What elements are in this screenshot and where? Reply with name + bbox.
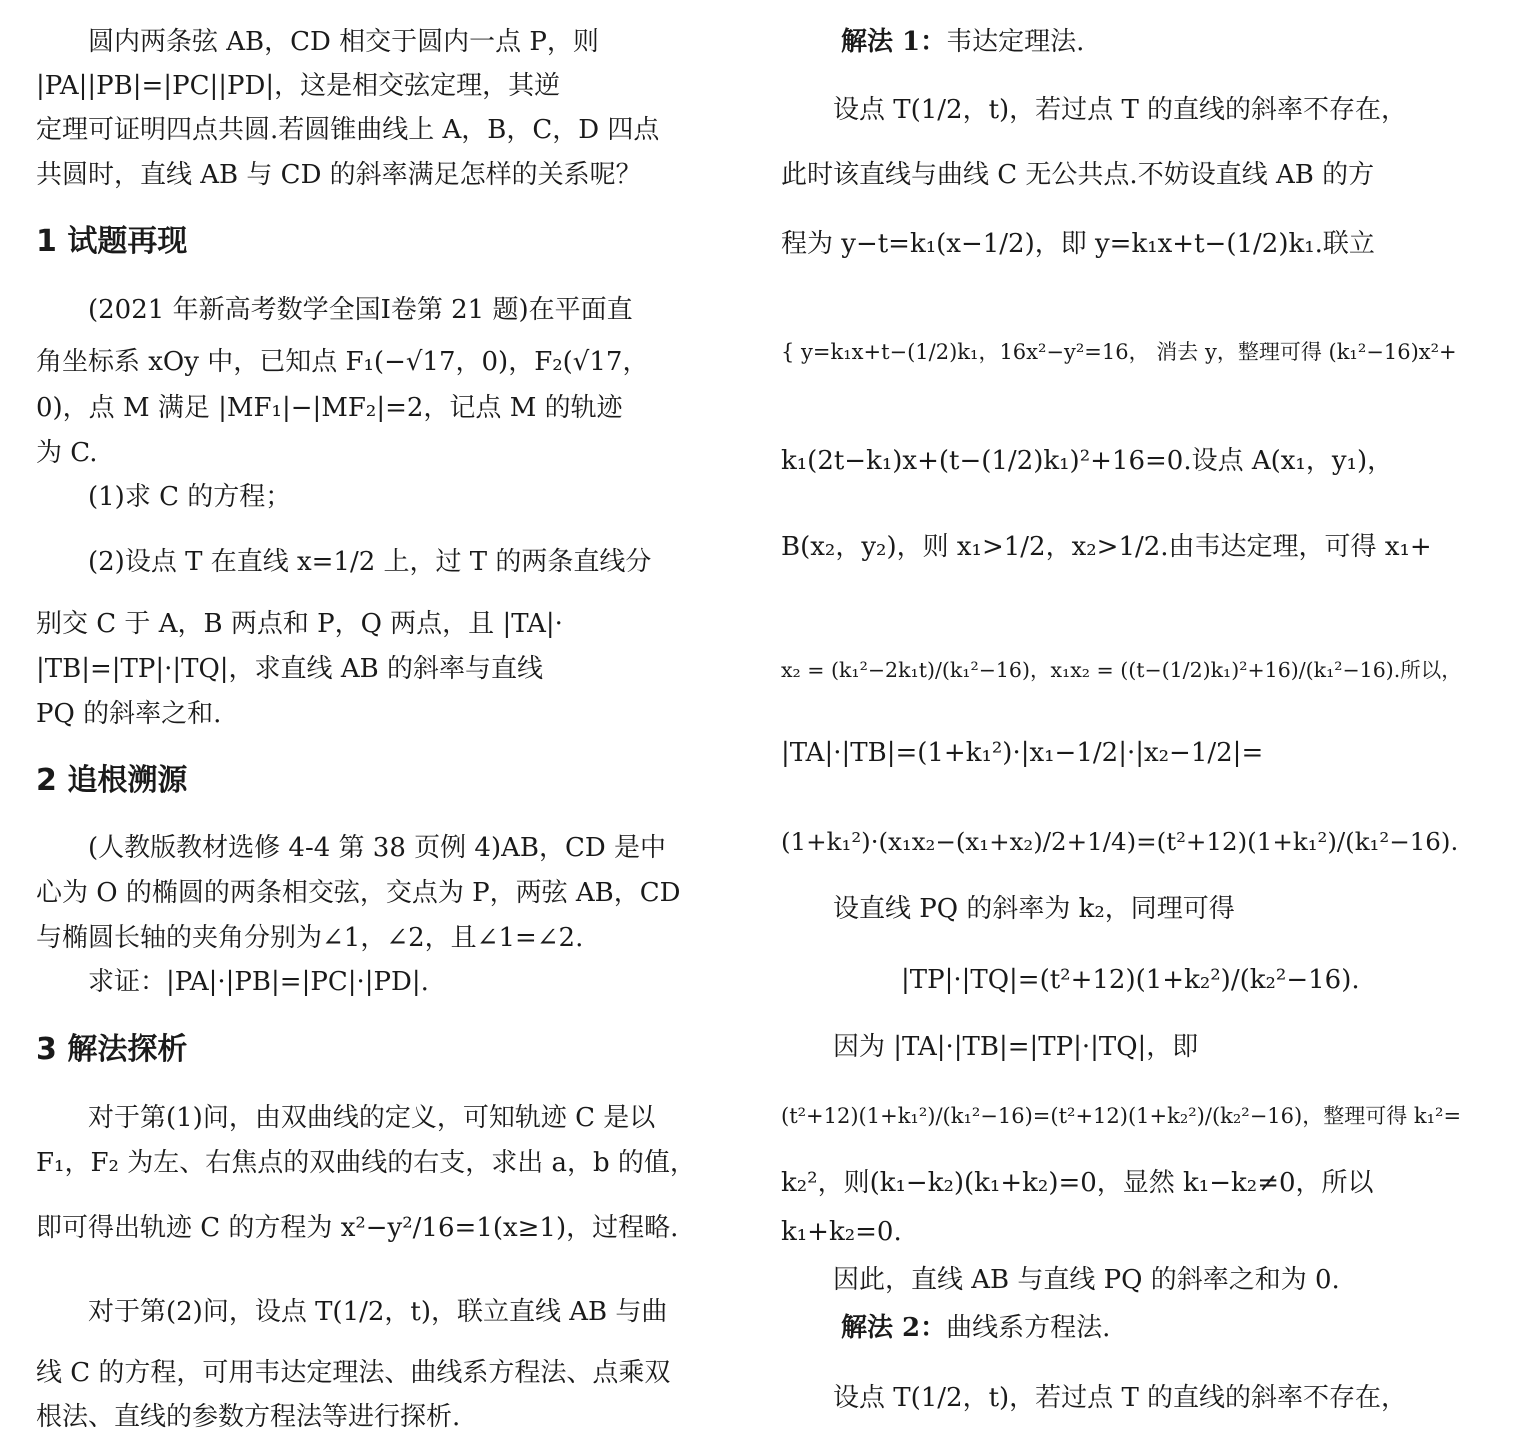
method-2-line-1: 设点 T(1/2，t)，若过点 T 的直线的斜率不存在，	[781, 1383, 1408, 1413]
section-2-heading: 2 追根溯源	[36, 763, 188, 798]
method-2-label: 解法 2：	[841, 1313, 947, 1343]
section-1-heading: 1 试题再现	[36, 224, 188, 259]
problem-line-3: 0)，点 M 满足 |MF₁|−|MF₂|=2，记点 M 的轨迹	[36, 393, 623, 423]
method-1-name: 韦达定理法.	[946, 27, 1085, 57]
source-line-2: 心为 O 的椭圆的两条相交弦，交点为 P，两弦 AB，CD	[36, 878, 681, 908]
method-1-line-16: 因此，直线 AB 与直线 PQ 的斜率之和为 0.	[781, 1265, 1340, 1295]
method-1-title	[841, 22, 1084, 62]
analysis-line-5: 线 C 的方程，可用韦达定理法、曲线系方程法、点乘双	[36, 1358, 671, 1388]
method-1-line-13: (t²+12)(1+k₁²)/(k₁²−16)=(t²+12)(1+k₂²)/(k₂²−16)，整理可得 k₁²=	[781, 1104, 1462, 1128]
problem-line-8: |TB|=|TP|·|TQ|，求直线 AB 的斜率与直线	[36, 654, 543, 684]
intro-line-1: 圆内两条弦 AB，CD 相交于圆内一点 P，则	[36, 27, 599, 57]
intro-line-2: |PA||PB|=|PC||PD|，这是相交弦定理，其逆	[36, 71, 561, 101]
method-1-line-7: x₂ = (k₁²−2k₁t)/(k₁²−16)，x₁x₂ = ((t−(1/2)k₁)²+16)/(k₁²−16).所以，	[781, 658, 1462, 682]
section-3-heading: 3 解法探析	[36, 1032, 188, 1067]
method-1-line-12: 因为 |TA|·|TB|=|TP|·|TQ|，即	[781, 1032, 1199, 1062]
problem-line-5: (1)求 C 的方程；	[36, 482, 292, 512]
source-line-4: 求证：|PA|·|PB|=|PC|·|PD|.	[36, 967, 429, 997]
problem-line-1: (2021 年新高考数学全国Ⅰ卷第 21 题)在平面直	[36, 295, 633, 325]
method-1-line-8: |TA|·|TB|=(1+k₁²)·|x₁−1/2|·|x₂−1/2|=	[781, 738, 1264, 768]
problem-line-9: PQ 的斜率之和.	[36, 699, 222, 729]
intro-line-4: 共圆时，直线 AB 与 CD 的斜率满足怎样的关系呢？	[36, 160, 642, 190]
problem-line-4: 为 C.	[36, 438, 98, 468]
method-1-line-3: 程为 y−t=k₁(x−1/2)，即 y=k₁x+t−(1/2)k₁.联立	[781, 229, 1375, 259]
method-1-line-11: |TP|·|TQ|=(t²+12)(1+k₂²)/(k₂²−16).	[901, 965, 1360, 995]
method-1-line-10: 设直线 PQ 的斜率为 k₂，同理可得	[781, 894, 1235, 924]
method-1-line-5: k₁(2t−k₁)x+(t−(1/2)k₁)²+16=0.设点 A(x₁，y₁)，	[781, 446, 1394, 476]
method-1-line-6: B(x₂，y₂)，则 x₁>1/2，x₂>1/2.由韦达定理，可得 x₁+	[781, 532, 1432, 562]
method-1-label: 解法 1：	[841, 27, 947, 57]
analysis-line-3: 即可得出轨迹 C 的方程为 x²−y²/16=1(x≥1)，过程略.	[36, 1213, 679, 1243]
method-1-line-14: k₂²，则(k₁−k₂)(k₁+k₂)=0，显然 k₁−k₂≠0，所以	[781, 1168, 1374, 1198]
method-2-name: 曲线系方程法.	[946, 1313, 1111, 1343]
analysis-line-2: F₁，F₂ 为左、右焦点的双曲线的右支，求出 a，b 的值，	[36, 1148, 696, 1178]
method-2-title	[841, 1308, 1110, 1348]
analysis-line-1: 对于第(1)问，由双曲线的定义，可知轨迹 C 是以	[36, 1103, 656, 1133]
intro-line-3: 定理可证明四点共圆.若圆锥曲线上 A，B，C，D 四点	[36, 115, 660, 145]
method-1-line-4: { y=k₁x+t−(1/2)k₁，16x²−y²=16， 消去 y，整理可得 (k₁²−16)x²+	[781, 340, 1457, 364]
problem-line-6: (2)设点 T 在直线 x=1/2 上，过 T 的两条直线分	[36, 547, 652, 577]
method-1-line-1: 设点 T(1/2，t)，若过点 T 的直线的斜率不存在，	[781, 95, 1408, 125]
problem-line-2: 角坐标系 xOy 中，已知点 F₁(−√17，0)，F₂(√17，	[36, 347, 649, 377]
source-line-3: 与椭圆长轴的夹角分别为∠1，∠2，且∠1=∠2.	[36, 923, 584, 953]
method-1-line-15: k₁+k₂=0.	[781, 1217, 902, 1247]
problem-line-7: 别交 C 于 A，B 两点和 P，Q 两点，且 |TA|·	[36, 609, 563, 639]
source-line-1: (人教版教材选修 4-4 第 38 页例 4)AB，CD 是中	[36, 833, 666, 863]
analysis-line-6: 根法、直线的参数方程法等进行探析.	[36, 1402, 461, 1432]
method-1-line-9: (1+k₁²)·(x₁x₂−(x₁+x₂)/2+1/4)=(t²+12)(1+k₁²)/(k₁²−16).	[781, 827, 1459, 856]
method-1-line-2: 此时该直线与曲线 C 无公共点.不妨设直线 AB 的方	[781, 160, 1375, 190]
analysis-line-4: 对于第(2)问，设点 T(1/2，t)，联立直线 AB 与曲	[36, 1297, 668, 1327]
